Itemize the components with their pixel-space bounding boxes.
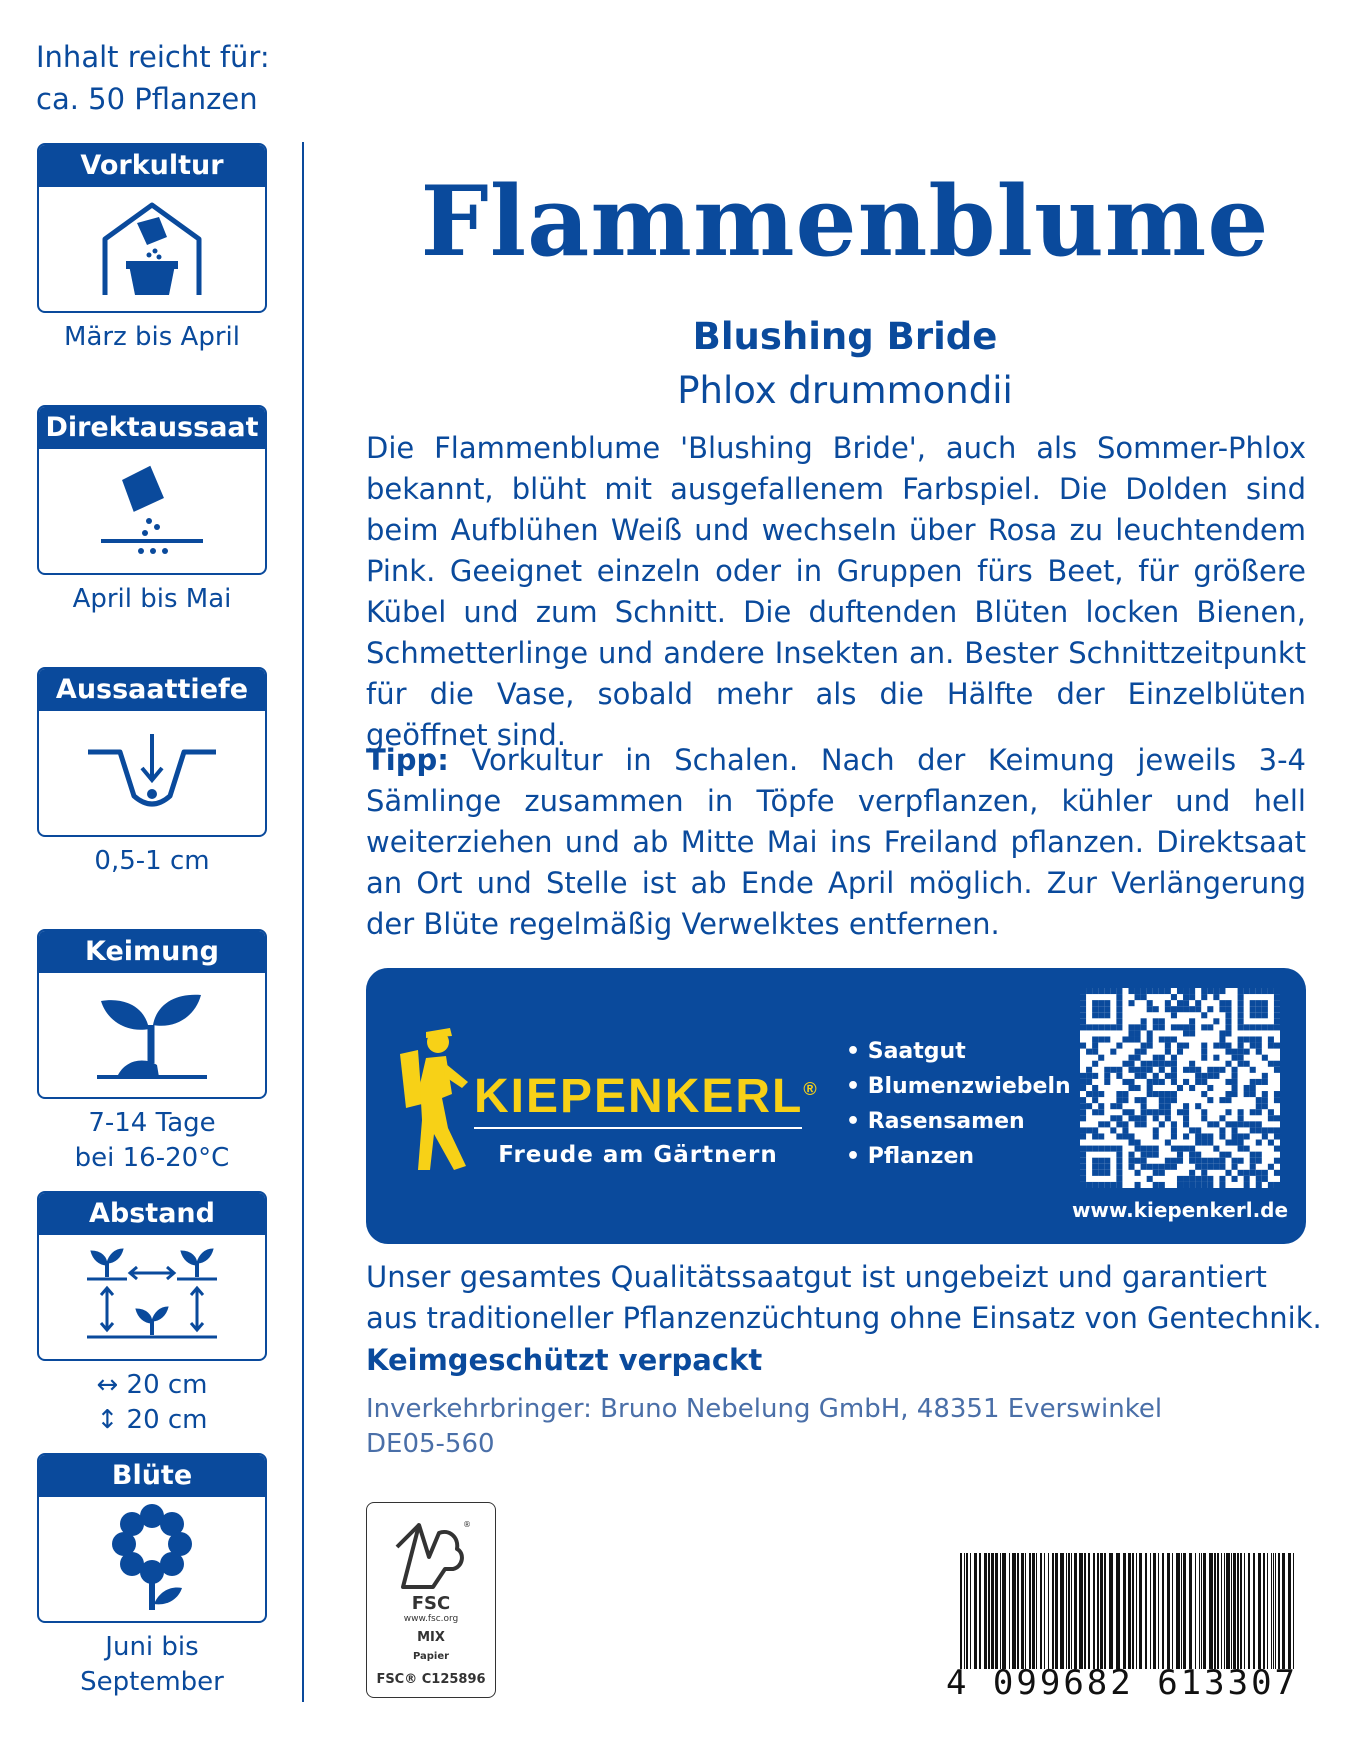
qr-code[interactable] [1080,988,1280,1188]
info-caption-abstand: ↔ 20 cm ↕ 20 cm [96,1370,208,1435]
info-caption-direktaussaat: April bis Mai [72,584,232,614]
latin-name: Phlox drummondii [677,369,1013,412]
info-box-title: Keimung [39,931,265,973]
hiker-logo-icon [396,1024,476,1174]
info-box-abstand [37,1191,267,1361]
info-box-title: Aussaattiefe [39,669,265,711]
barcode-number: 4 099682 613307 [945,1663,1299,1703]
info-box-title: Direktaussaat [39,407,265,449]
fsc-logo-text: FSC [411,1593,451,1614]
plant-spacing-icon [77,1245,227,1349]
fsc-code: FSC® C125896 [376,1672,486,1687]
fsc-mix: MIX [417,1630,445,1645]
packaging-note: Keimgeschützt verpackt [366,1343,763,1377]
info-box-aussaattiefe [37,667,267,837]
product-name: Flammenblume [420,165,1270,278]
seedling-icon [87,985,217,1085]
brand-product-list [846,1034,1071,1174]
info-box-direktaussaat [37,405,267,575]
tip-label: Tipp: [366,743,449,777]
tip-paragraph [366,740,1306,945]
barcode [960,1553,1294,1669]
tip-text: Vorkultur in Schalen. Nach der Keimung jeweils 3-4 Sämlinge zusammen in Töpfe verpflanzen, kühler und hell weiterziehen und ab Mitte Mai ins Freiland pflanzen. Direktsaat an Ort und Stelle ist ab Ende April möglich. Zur Verlängerung der Blüte regelmäßig Verwelktes entfernen. [366,743,1306,941]
content-note [36,36,270,120]
content-note-line1: Inhalt reicht für: [36,40,270,74]
info-caption-bluete: Juni bis September [80,1632,224,1697]
content-note-line2: ca. 50 Pflanzen [36,82,258,116]
list-item: • Blumenzwiebeln [846,1069,1071,1104]
info-caption-aussaattiefe: 0,5-1 cm [94,846,210,876]
fsc-material: Papier [412,1651,450,1662]
distributor-address: Inverkehrbringer: Bruno Nebelung GmbH, 48351 Everswinkel [366,1394,1163,1424]
fsc-tree-icon [393,1517,471,1593]
flower-icon [102,1504,202,1614]
sowing-depth-icon [82,728,222,818]
website-link[interactable]: www.kiepenkerl.de [1071,1198,1289,1222]
info-box-vorkultur [37,143,267,313]
info-box-title: Blüte [39,1455,265,1497]
info-box-keimung [37,929,267,1099]
distributor-info [366,1392,1162,1462]
greenhouse-sowing-icon [97,199,207,299]
list-item: • Rasensamen [846,1104,1071,1139]
direct-sowing-icon [97,461,207,561]
info-box-title: Vorkultur [39,145,265,187]
distributor-code: DE05-560 [366,1429,495,1459]
info-box-title: Abstand [39,1193,265,1235]
list-item: • Saatgut [846,1034,1071,1069]
info-box-bluete [37,1453,267,1623]
list-item: • Pflanzen [846,1139,1071,1174]
fsc-website: www.fsc.org [403,1614,459,1624]
quality-statement: Unser gesamtes Qualitätssaatgut ist ungebeizt und garantiert aus traditioneller Pflanzenzüchtung ohne Einsatz von Gentechnik. [366,1260,1322,1335]
column-divider [302,142,304,1702]
svg-text:®: ® [463,1520,471,1529]
fsc-label [366,1502,496,1698]
info-caption-vorkultur: März bis April [64,322,240,352]
brand-name: KIEPENKERL® [474,1070,819,1123]
info-caption-keimung: 7-14 Tage bei 16-20°C [74,1108,230,1173]
description-text: Die Flammenblume 'Blushing Bride', auch als Sommer-Phlox bekannt, blüht mit ausgefallenem Farbspiel. Die Dolden sind beim Aufblühen Weiß und wechseln über Rosa zu leuchtendem Pink. Geeignet einzeln oder in Gruppen fürs Beet, für größere Kübel und zum Schnitt. Die duftenden Blüten locken Bienen, Schmetterlinge und andere Insekten an. Bester Schnittzeitpunkt für die Vase, sobald mehr als die Hälfte der Einzelblüten geöffnet sind. [366,431,1306,752]
brand-slogan: Freude am Gärtnern [498,1142,778,1168]
brand-divider [474,1127,802,1129]
variety-name: Blushing Bride [692,315,998,358]
